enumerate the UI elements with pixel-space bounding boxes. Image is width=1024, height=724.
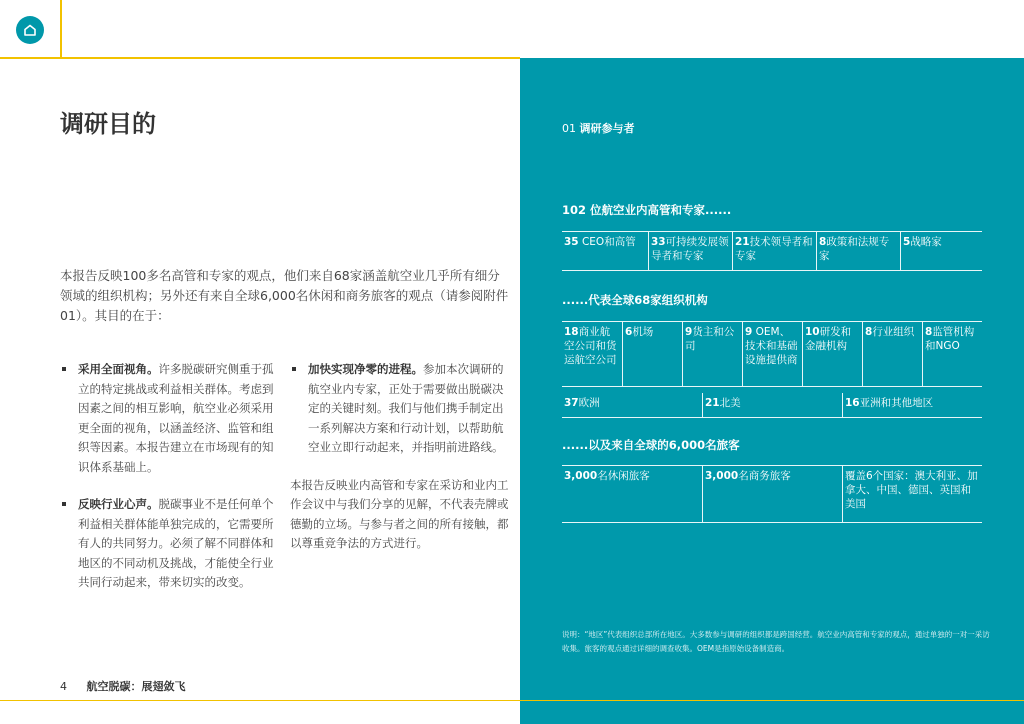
stat-label: 名休闲旅客 <box>597 470 650 482</box>
stat-cell <box>742 322 802 386</box>
section-number: 01 <box>562 122 576 135</box>
executives-row <box>562 231 982 271</box>
stat-number: 16 <box>845 397 860 409</box>
stat-number: 5 <box>903 236 911 248</box>
stat-cell <box>816 232 900 270</box>
footer-rule <box>0 700 1024 701</box>
travelers-row <box>562 465 982 523</box>
stat-number: 3,000 <box>705 470 739 482</box>
group-heading-organizations: ......代表全球68家组织机构 <box>562 293 708 307</box>
home-button[interactable] <box>16 16 44 44</box>
stat-label: 政策和法规专家 <box>819 236 890 262</box>
bullet-lead: 采用全面视角。 <box>78 362 159 376</box>
stat-label: 行业组织 <box>872 326 915 338</box>
bullet-lead: 反映行业心声。 <box>78 497 159 511</box>
stat-number: 6 <box>625 326 633 338</box>
stat-label: 研发和金融机构 <box>805 326 852 352</box>
regions-row <box>562 393 982 418</box>
stat-number: 18 <box>564 326 579 338</box>
stat-number: 3,000 <box>564 470 598 482</box>
right-column <box>290 360 510 554</box>
stat-cell <box>648 232 732 270</box>
left-column <box>60 360 278 611</box>
stat-label: 可持续发展领导者和专家 <box>651 236 729 262</box>
stat-label: 技术领导者和专家 <box>735 236 813 262</box>
stat-label: 商业航空公司和货运航空公司 <box>564 326 617 366</box>
group-heading-travelers: ......以及来自全球的6,000名旅客 <box>562 438 740 452</box>
stat-number: 8 <box>865 326 873 338</box>
bullet-lead: 加快实现净零的进程。 <box>308 362 423 376</box>
bullet-text: 脱碳事业不是任何单个利益相关群体能单独完成的，它需要所有人的共同努力。必须了解不同群体和地区的不同动机及挑战，才能使全行业共同行动起来，带来切实的改变。 <box>78 497 274 589</box>
stat-label: 监管机构和NGO <box>925 326 975 352</box>
page-title: 调研目的 <box>60 110 156 138</box>
stat-cell <box>562 232 648 270</box>
page-number: 4 <box>60 680 67 693</box>
publication-title: 航空脱碳：展翅敛飞 <box>86 680 186 693</box>
stat-cell <box>562 393 702 417</box>
stat-cell <box>702 393 842 417</box>
stat-label: 覆盖6个国家：澳大利亚、加拿大、中国、德国、英国和美国 <box>845 470 978 510</box>
stat-cell <box>862 322 922 386</box>
disclaimer-paragraph: 本报告反映业内高管和专家在采访和业内工作会议中与我们分享的见解，不代表壳牌或德勤的立场。与参与者之间的所有接触，都以尊重竞争法的方式进行。 <box>290 477 509 550</box>
footer <box>60 678 186 694</box>
stat-number: 35 <box>564 236 579 248</box>
organizations-row <box>562 321 982 387</box>
stat-cell <box>842 393 982 417</box>
stat-number: 10 <box>805 326 820 338</box>
stat-cell <box>562 466 702 522</box>
bullet-item <box>60 360 278 477</box>
bullet-text: 许多脱碳研究侧重于孤立的特定挑战或利益相关群体。考虑到因素之间的相互影响，航空业必须采用更全面的视角，以涵盖经济、监管和组织等因素。本报告建立在市场现有的知识体系基础上。 <box>78 362 274 474</box>
stat-cell <box>702 466 842 522</box>
top-bar <box>0 0 1024 58</box>
stat-cell <box>682 322 742 386</box>
bullet-text: 参加本次调研的航空业内专家，正处于需要做出脱碳决定的关键时刻。我们与他们携手制定出一系列解决方案和行动计划，以帮助航空业立即行动起来，并指明前进路线。 <box>308 362 504 454</box>
stat-label: 战略家 <box>910 236 942 248</box>
intro-paragraph: 本报告反映100多名高管和专家的观点，他们来自68家涵盖航空业几乎所有细分领域的组织机构；另外还有来自全球6,000名休闲和商务旅客的观点（请参阅附件01）。其目的在于： <box>60 268 509 323</box>
stat-label: CEO和高管 <box>578 236 636 248</box>
stat-number: 33 <box>651 236 666 248</box>
header-divider <box>60 0 62 58</box>
stat-number: 37 <box>564 397 579 409</box>
stat-number: 9 <box>745 326 753 338</box>
header-rule <box>0 57 520 59</box>
stat-cell <box>922 322 982 386</box>
stat-cell <box>562 322 622 386</box>
stat-label: 欧洲 <box>578 397 600 409</box>
stat-number: 9 <box>685 326 693 338</box>
stat-cell <box>622 322 682 386</box>
stat-label: 名商务旅客 <box>738 470 791 482</box>
stat-cell <box>900 232 982 270</box>
stat-label: OEM、技术和基础设施提供商 <box>745 326 798 366</box>
stat-label: 机场 <box>632 326 654 338</box>
bullet-item <box>60 495 278 593</box>
stat-label: 亚洲和其他地区 <box>859 397 934 409</box>
stat-number: 8 <box>925 326 933 338</box>
stat-number: 21 <box>735 236 750 248</box>
section-title: 调研参与者 <box>579 122 635 135</box>
group-heading-executives: 102 位航空业内高管和专家...... <box>562 203 732 217</box>
stat-cell <box>842 466 982 522</box>
participants-panel <box>520 58 1024 724</box>
bullet-item <box>290 360 510 458</box>
section-label <box>562 120 635 136</box>
footnote: 说明：“地区”代表组织总部所在地区。大多数参与调研的组织都是跨国经营。航空业内高管和专家的观点，通过单独的一对一采访收集。旅客的观点通过详细的调查收集。OEM是指原始设备制造商。 <box>562 630 990 653</box>
stat-cell <box>802 322 862 386</box>
home-icon <box>23 23 37 37</box>
stat-number: 8 <box>819 236 827 248</box>
stat-label: 货主和公司 <box>685 326 735 352</box>
stat-number: 21 <box>705 397 720 409</box>
stat-cell <box>732 232 816 270</box>
stat-label: 北美 <box>719 397 741 409</box>
